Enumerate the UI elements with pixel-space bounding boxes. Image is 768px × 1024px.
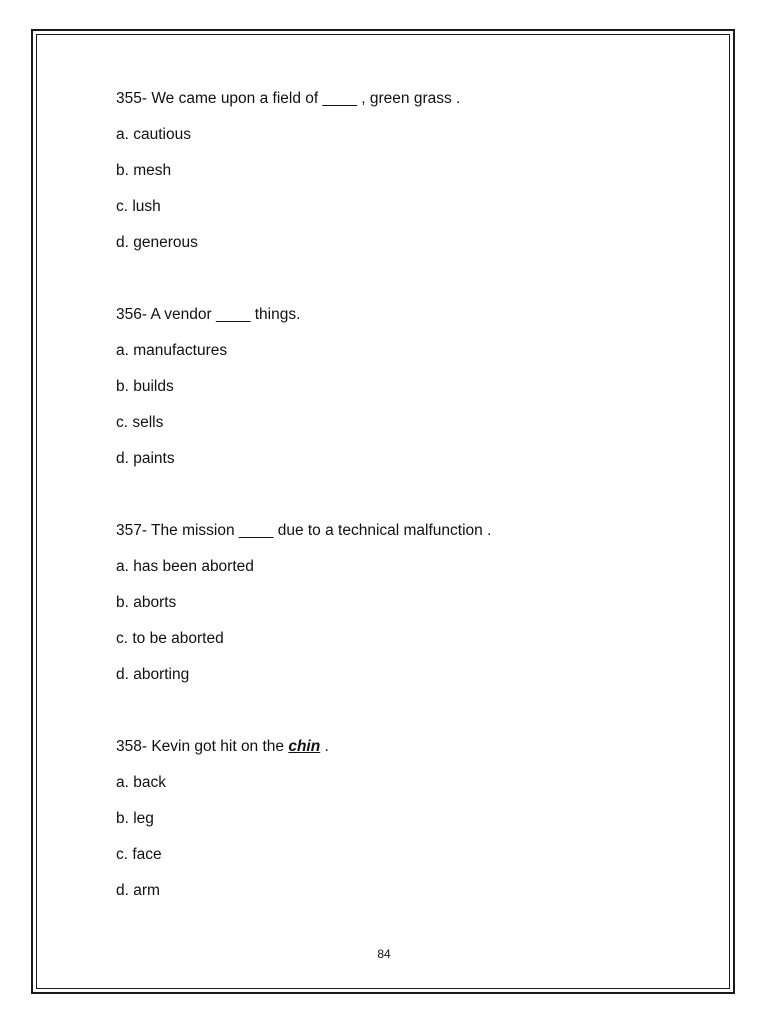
question-stem: 357- The mission ____ due to a technical malfunction .: [116, 522, 492, 539]
option-a: a. cautious: [116, 126, 191, 143]
spacer: [116, 268, 696, 304]
option-d: d. paints: [116, 450, 175, 467]
option-b: b. mesh: [116, 162, 172, 179]
option-a: a. has been aborted: [116, 558, 254, 575]
option-a: a. back: [116, 774, 166, 791]
question-358: [116, 736, 696, 916]
option-b: b. builds: [116, 378, 174, 395]
option-b: b. aborts: [116, 594, 177, 611]
option-c: c. to be aborted: [116, 630, 224, 647]
option-d: d. arm: [116, 882, 160, 899]
question-list: [116, 88, 696, 916]
stem-prefix: 358- Kevin got hit on the: [116, 738, 289, 755]
option-d: d. generous: [116, 234, 198, 251]
spacer: [116, 484, 696, 520]
page-number: 84: [377, 947, 391, 961]
question-stem: [116, 736, 696, 772]
option-a: a. manufactures: [116, 342, 228, 359]
question-stem: 355- We came upon a field of ____ , green grass .: [116, 90, 461, 107]
question-356: [116, 304, 696, 484]
option-c: c. sells: [116, 414, 164, 431]
spacer: [116, 700, 696, 736]
question-355: [116, 88, 696, 268]
question-stem: 356- A vendor ____ things.: [116, 306, 301, 323]
target-word: chin: [288, 738, 321, 755]
option-b: b. leg: [116, 810, 154, 827]
option-c: c. face: [116, 846, 162, 863]
option-d: d. aborting: [116, 666, 190, 683]
stem-suffix: .: [320, 738, 329, 755]
question-357: [116, 520, 696, 700]
option-c: c. lush: [116, 198, 161, 215]
